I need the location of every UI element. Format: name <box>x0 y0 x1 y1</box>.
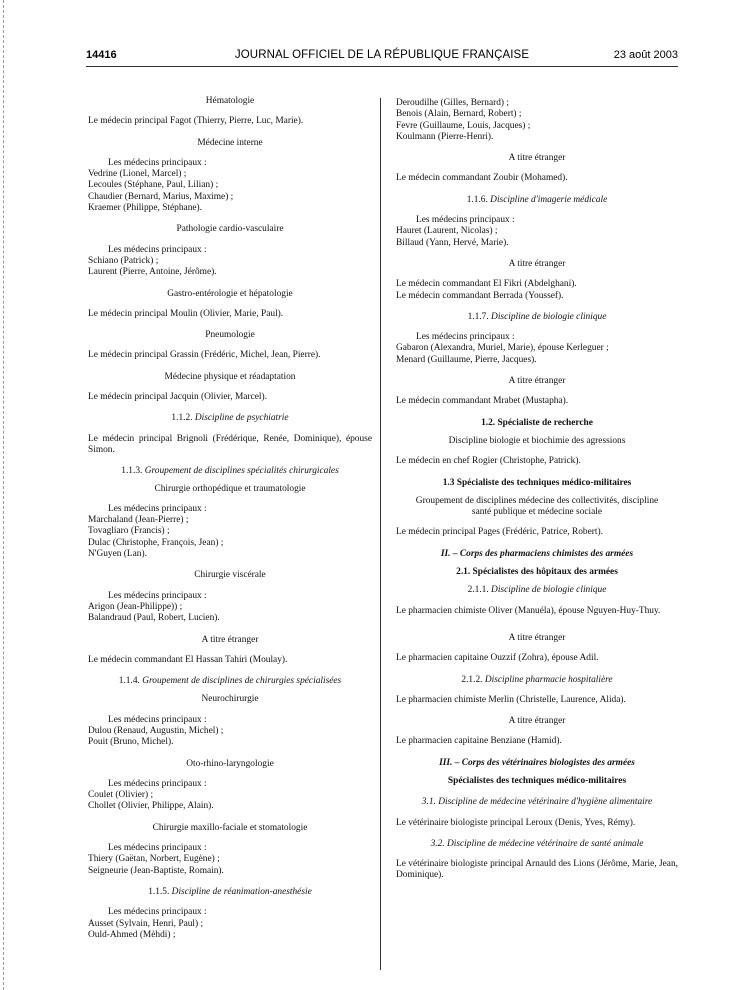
list-item: Gabaron (Alexandra, Muriel, Marie), épouse Kerleguer ; <box>396 343 609 354</box>
discipline-number: 1.1.6. <box>466 194 488 205</box>
section-heading: 2.1. Spécialistes des hôpitaux des armées <box>456 567 618 578</box>
list-intro: Les médecins principaux : <box>108 843 207 854</box>
discipline-title: Groupement de disciplines spécialités chirurgicales <box>144 466 339 477</box>
paragraph: Le pharmacien chimiste Oliver (Manuéla), épouse Nguyen-Huy-Thuy. <box>396 605 661 616</box>
discipline-title: Discipline de biologie clinique <box>491 311 607 322</box>
paragraph: Le vétérinaire biologiste principal Leroux (Denis, Yves, Rémy). <box>396 817 636 828</box>
section-heading: A titre étranger <box>508 716 566 727</box>
section-heading: 1.2. Spécialiste de recherche <box>481 417 593 428</box>
section-heading: A titre étranger <box>508 153 566 164</box>
list-intro: Les médecins principaux : <box>416 215 515 226</box>
list-item: Le médecin commandant El Fikri (Abdelghani). <box>396 279 577 290</box>
section-heading: A titre étranger <box>508 258 566 269</box>
paragraph: Le pharmacien capitaine Benziane (Hamid). <box>396 736 562 747</box>
discipline-number: 1.1.2. <box>171 413 193 424</box>
section-heading: Chirurgie orthopédique et traumatologie <box>154 483 306 494</box>
list-item: Fevre (Guillaume, Louis, Jacques) ; <box>396 120 531 131</box>
list-item: Ausset (Sylvain, Henri, Paul) ; <box>88 918 204 929</box>
list-intro: Les médecins principaux : <box>108 778 207 789</box>
list-item: Dulou (Renaud, Augustin, Michel) ; <box>88 725 224 736</box>
section-heading: Médecine physique et réadaptation <box>164 371 296 382</box>
section-heading: Chirurgie maxillo-faciale et stomatologie <box>152 822 308 833</box>
paragraph: Le médecin principal Grassin (Frédéric, Michel, Jean, Pierre). <box>88 350 321 361</box>
name-list <box>396 98 678 143</box>
list-intro: Les médecins principaux : <box>108 244 207 255</box>
name-list <box>396 332 678 366</box>
list-item: Vedrine (Lionel, Marcel) ; <box>88 169 187 180</box>
discipline-number: 1.1.5. <box>148 886 170 897</box>
discipline-heading <box>396 675 678 686</box>
discipline-heading: 3.1. Discipline de médecine vétérinaire d'hygiène alimentaire <box>421 797 653 808</box>
discipline-heading <box>88 887 372 898</box>
name-list <box>88 158 372 214</box>
name-list <box>88 907 372 941</box>
paragraph: Le médecin principal Pages (Frédéric, Patrice, Robert). <box>396 527 603 538</box>
section-heading: A titre étranger <box>201 634 259 645</box>
corps-heading: II. – Corps des pharmaciens chimistes des armées <box>440 548 634 559</box>
discipline-heading <box>88 676 372 687</box>
discipline-number: 2.1.2. <box>461 674 483 685</box>
list-intro: Les médecins principaux : <box>108 714 207 725</box>
name-list <box>88 245 372 279</box>
list-item: Coulet (Olivier) ; <box>88 790 154 801</box>
list-item: Kraemer (Philippe, Stéphane). <box>88 203 203 214</box>
section-heading: A titre étranger <box>508 632 566 643</box>
list-item: Tovagliaro (Francis) ; <box>88 526 170 537</box>
name-list <box>88 843 372 877</box>
list-item: Seigneurie (Jean-Baptiste, Romain). <box>88 865 224 876</box>
list-item: Le médecin commandant Berrada (Youssef). <box>396 290 564 301</box>
list-item: N'Guyen (Lan). <box>88 549 147 560</box>
discipline-title: Discipline de psychiatrie <box>194 413 289 424</box>
publication-date: 23 août 2003 <box>613 49 678 61</box>
discipline-heading <box>396 195 678 206</box>
paragraph: Le médecin commandant Mrabet (Mustapha). <box>396 396 569 407</box>
discipline-number: 1.1.3. <box>121 466 143 477</box>
list-intro: Les médecins principaux : <box>108 590 207 601</box>
list-intro: Les médecins principaux : <box>416 332 515 343</box>
discipline-heading: 3.2. Discipline de médecine vétérinaire de santé animale <box>430 838 644 849</box>
page-edge-dashed-line <box>3 0 4 990</box>
paragraph: Le médecin principal Jacquin (Olivier, Marcel). <box>88 392 267 403</box>
discipline-title: Discipline de biologie clinique <box>491 585 607 596</box>
discipline-number: 2.1.1. <box>467 585 489 596</box>
list-item: Koulmann (Pierre-Henri). <box>396 131 494 142</box>
name-list <box>396 215 678 249</box>
list-item: Arigon (Jean-Philippe)) ; <box>88 601 183 612</box>
section-heading: Médecine interne <box>197 137 263 148</box>
list-item: Deroudilhe (Gilles, Bernard) ; <box>396 98 509 108</box>
list-item: Balandraud (Paul, Robert, Lucien). <box>88 613 220 624</box>
discipline-heading <box>396 585 678 596</box>
name-list <box>88 504 372 560</box>
page-header <box>86 49 678 65</box>
list-item: Ould-Ahmed (Mèhdi) ; <box>88 929 176 940</box>
paragraph: Le pharmacien capitaine Ouzzif (Zohra), épouse Adil. <box>396 653 599 664</box>
discipline-heading <box>88 413 372 424</box>
list-item: Marchaland (Jean-Pierre) ; <box>88 515 189 526</box>
list-intro: Les médecins principaux : <box>108 157 207 168</box>
section-heading: Chirurgie viscérale <box>194 570 266 581</box>
right-column <box>396 98 678 891</box>
section-heading: 1.3 Spécialiste des techniques médico-militaires <box>442 477 632 488</box>
discipline-title: Discipline de réanimation-anesthésie <box>171 886 312 897</box>
discipline-title: Discipline pharmacie hospitalière <box>484 674 613 685</box>
paragraph: Le médecin principal Fagot (Thierry, Pierre, Luc, Marie). <box>88 116 304 127</box>
sub-heading: Discipline biologie et biochimie des agressions <box>448 435 626 446</box>
discipline-number: 1.1.4. <box>118 676 140 687</box>
list-item: Pouit (Bruno, Michel). <box>88 737 174 748</box>
paragraph: Le médecin commandant Zoubir (Mohamed). <box>396 173 568 184</box>
name-list <box>396 279 678 302</box>
section-heading: Pneumologie <box>205 330 255 341</box>
discipline-heading <box>396 312 678 323</box>
section-heading: Oto-rhino-laryngologie <box>186 758 274 769</box>
header-rule <box>86 66 678 67</box>
sub-heading: Groupement de disciplines médecine des collectivités, discipline santé publique et médecine sociale <box>415 495 659 518</box>
list-item: Hauret (Laurent, Nicolas) ; <box>396 226 498 237</box>
name-list <box>88 715 372 749</box>
list-intro: Les médecins principaux : <box>108 907 207 918</box>
list-intro: Les médecins principaux : <box>108 503 207 514</box>
discipline-number: 1.1.7. <box>467 311 489 322</box>
discipline-title: Groupement de disciplines de chirurgies spécialisées <box>142 676 342 687</box>
discipline-title: Discipline d'imagerie médicale <box>490 194 608 205</box>
column-divider <box>380 98 381 970</box>
list-item: Chaudier (Bernard, Marius, Maxime) ; <box>88 191 234 202</box>
name-list <box>88 779 372 813</box>
list-item: Billaud (Yann, Hervé, Marie). <box>396 237 509 248</box>
page-number: 14416 <box>86 49 117 61</box>
list-item: Thiery (Gaëtan, Norbert, Eugène) ; <box>88 854 220 865</box>
paragraph: Le médecin principal Moulin (Olivier, Marie, Paul). <box>88 308 284 319</box>
list-item: Chollet (Olivier, Philippe, Alain). <box>88 801 214 812</box>
paragraph: Le médecin commandant El Hassan Tahiri (Moulay). <box>88 654 288 665</box>
paragraph: Le pharmacien chimiste Merlin (Christelle, Laurence, Alida). <box>396 694 626 705</box>
paragraph: Le médecin en chef Rogier (Christophe, Patrick). <box>396 456 581 467</box>
paragraph: Le médecin principal Brignoli (Frédérique, Renée, Dominique), épouse Simon. <box>88 433 372 455</box>
list-item: Benois (Alain, Bernard, Robert) ; <box>396 109 522 120</box>
journal-title: JOURNAL OFFICIEL DE LA RÉPUBLIQUE FRANÇAISE <box>234 49 530 61</box>
list-item: Schiano (Patrick) ; <box>88 255 159 266</box>
list-item: Menard (Guillaume, Pierre, Jacques). <box>396 354 537 365</box>
section-heading: Gastro-entérologie et hépatologie <box>167 288 293 299</box>
section-heading: A titre étranger <box>508 376 566 387</box>
list-item: Lecoules (Stéphane, Paul, Lilian) ; <box>88 180 219 191</box>
section-heading: Neurochirurgie <box>201 694 259 705</box>
name-list <box>88 591 372 625</box>
discipline-heading <box>88 466 372 477</box>
section-heading: Hématologie <box>205 96 255 106</box>
list-item: Laurent (Pierre, Antoine, Jérôme). <box>88 267 217 278</box>
section-heading: Pathologie cardio-vasculaire <box>176 224 284 235</box>
list-item: Dulac (Christophe, François, Jean) ; <box>88 537 224 548</box>
corps-heading: III. – Corps des vétérinaires biologistes des armées <box>439 757 635 768</box>
paragraph: Le vétérinaire biologiste principal Arnauld des Lions (Jérôme, Marie, Jean, Dominique). <box>396 859 678 881</box>
section-heading: Spécialistes des techniques médico-militaires <box>447 775 627 786</box>
left-column <box>88 92 372 951</box>
